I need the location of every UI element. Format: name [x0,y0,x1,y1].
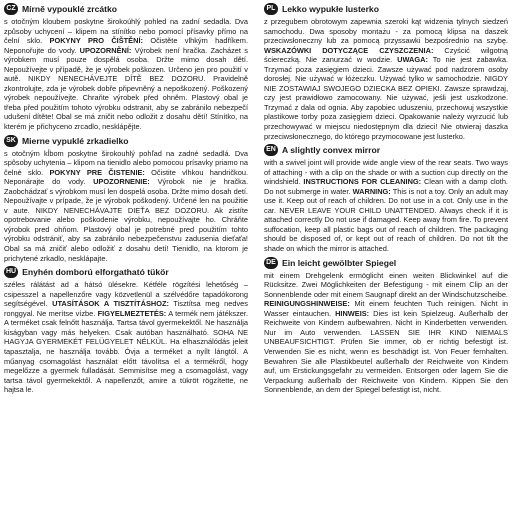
section-de [264,256,508,395]
section-heading [4,265,248,279]
warning-label: WARNING: [352,186,391,196]
cleaning-label: REINIGUNGSHINWEISE: [264,299,350,309]
warning-text: Dies ist kein Spielzeug. Außerhalb der Reichweite von Kindern aufbewahren. Nicht in Kinderbetten verwenden. Nur im Auto verwenden. LASSEN SIE IHR KIND NIEMALS UNBEAUFSICHTIGT. Prüfen Sie immer, ob er richtig befestigt ist. Verwenden Sie es nicht, wenn es beschädigt ist. Von Feuer fernhalten. Bewahren Sie alle Plastikbeutel außerhalb der Reichweite von Kindern auf, um Erstickungsgefahr zu vermeiden. Entsorgen oder lagern Sie die Verpackung außerhalb der Reichweite von Kindern. Kippen Sie den Sonnenblende, an dem der Spiegel befestigt ist, nicht. [264,308,508,395]
intro-text: mit einem Drehgelenk ermöglicht einen weiten Blickwinkel auf die Rücksitze. Zwei Möglichkeiten der Befestigung - mit einem Clip an der Sonnenblende oder mit einem Saugnapf direkt an der Windschutzscheibe. [264,270,508,299]
intro-text: s otočným kĺbom poskytne širokouhlý pohľad na zadné sedadlá. Dva spôsoby uchytenia – klipom na tienidlo alebo pomocou prísavky priamo na čelné sklo. [4,148,248,177]
cleaning-text: Mit einem feuchten Tuch reinigen. Nicht in Wasser eintauchen. [264,299,508,318]
section-heading [4,2,248,16]
section-heading [264,2,508,16]
warning-text: To nie jest zabawka. Trzymać poza zasięgiem dzieci. Zawsze używać pod nadzorem osoby dorosłej. Nie używać w łóżeczku. Używać tylko w samochodzie. NIGDY NIE ZOSTAWIAJ SWOJEGO DZIECKA BEZ OPIEKI. Zawsze sprawdzaj, czy jest prawidłowo zamocowany. Nie używać, jeśli jest uszkodzone. Trzymać z dala od ognia. Aby zapobiec uduszeniu, przechowuj wszystkie plastikowe torby poza zasięgiem dzieci. Opakowanie należy wyrzucić lub przechowywać w miejscu niedostępnym dla dzieci! Nie otwieraj daszka przeciwsłonecznego, do którego przymocowane jest lusterko. [264,55,508,141]
section-title-hu: Enyhén domború elforgatható tükör [22,267,169,278]
section-heading [4,134,248,148]
section-hu [4,265,248,395]
cleaning-text: Tisztítsa meg nedves ronggyal. Ne merítse vízbe. [4,299,248,318]
warning-label: UPOZORNENIE: [93,177,150,187]
section-body-pl [264,17,508,141]
section-body-cz [4,17,248,132]
warning-label: UPOZORNĚNÍ: [79,45,132,55]
warning-text: Výrobok nie je hračka. Zaobchádzať s výrobkom musí len dospelá osoba. Držte mimo dosah detí. Nepoužívajte v prípade, že je výrobok poškodený. Určené len na použitie v aute. NIKDY NENECHÁVAJTE DIEŤA BEZ DOZORU. Ak zistíte opotrebovanie alebo poškodenie výrobku, nepoužívajte ho. Chráňte výrobok pred ohňom. Plastový obal je potrebné pred použitím tohto výrobku odstrániť, aby sa zabránilo nebezpečenstvu zadusenia dieťaťa! Obal sa má zničiť alebo odložiť z dosahu detí! Tienidlo, na ktorom je prichytené zrkadlo, nesklápajte. [4,177,248,263]
section-cz [4,2,248,132]
section-body-sk [4,149,248,264]
warning-text: This is not a toy. Only an adult may use it. Keep out of reach of children. Do not use in a cot. Only use in the car. NEVER LEAVE YOUR CHILD UNATTENDED. Always check if it is attached correctly Do not use if damaged. Keep away from fire. To prevent suffocation, keep all plastic bags out of reach of children. The packaging should be disposed of, or kept out of reach of children. Do not tilt the shade on which the mirror is attached. [264,186,508,254]
cleaning-label: POKYNY PRO ČIŠTĚNÍ: [49,36,143,46]
section-title-pl: Lekko wypukłe lusterko [282,4,379,14]
cleaning-text: Clean with a damp cloth. Do not submerge in water. [264,177,508,196]
language-badge-pl: PL [264,3,278,15]
language-badge-sk: SK [4,135,18,147]
cleaning-label: WSKAZÓWKI DOTYCZĄCE CZYSZCZENIA: [264,45,434,55]
cleaning-text: Očistite vlhkou handričkou. Neponárajte do vody. [4,167,248,187]
section-body-en [264,158,508,253]
section-pl [264,2,508,141]
section-title-en: A slightly convex mirror [282,145,381,156]
section-en [264,143,508,253]
intro-text: z przegubem obrotowym zapewnia szeroki kąt widzenia tylnych siedzeń samochodu. Dwa sposoby montażu - za pomocą klipsa na daszek przeciwsłoneczny lub za pomocą przyssawki bezpośrednio na szybę. [264,17,508,46]
section-heading [264,143,508,157]
intro-text: s otočným kloubem poskytne širokoúhlý pohled na zadní sedadla. Dva způsoby uchycení – klipem na stínítko nebo pomocí přísavky přímo na čelní sklo. [4,17,248,46]
section-body-hu [4,280,248,395]
warning-text: A termék nem játékszer. A terméket csak felnőtt használja. Tartsa távol gyermekektől. Ne használja kiságyban vagy más helyeken. Csak autóban használható. SOHA NE HAGYJA GYERMEKÉT FELÜGYELET NÉLKÜL. Ha elhasználódás jeleit tapasztalja, ne használja tovább. Óvja a terméket a nyílt lángtól. A műanyag csomagolást használat előtt távolítsa el a termékről, hogy megelőzze a gyermek fulladását. Semmisítse meg a csomagolást, vagy tartsa távol gyermekektől. A napellenzőt, amire a tükröt rögzítette, ne hajtsa le. [4,308,248,395]
section-title-de: Ein leicht gewölbter Spiegel [282,257,397,268]
warning-label: UWAGA: [397,55,428,65]
language-badge-hu: HU [4,266,18,278]
intro-text: with a swivel joint will provide wide angle view of the rear seats. Two ways of attaching - with a clip on the shade or with a suction cup directly on the windshield. [264,158,508,187]
warning-label: FIGYELMEZTETÉS: [97,308,167,318]
section-title-cz: Mírně vypouklé zrcátko [22,4,118,14]
section-body-de [264,271,508,395]
cleaning-text: Czyścić wilgotną ściereczką. Nie zanurzać w wodzie. [264,45,508,65]
section-heading [264,256,508,270]
language-badge-de: DE [264,257,278,269]
warning-text: Výrobek není hračka. Zacházet s výrobkem musí pouze dospělá osoba. Držte mimo dosah dětí. Nepoužívejte v případě, že je výrobek poškozen. Určeno jen pro použití v autě. NIKDY NENECHÁVEJTE DÍTĚ BEZ DOZORU. Pravidelně zkontrolujte, zda je výrobek dobře připevněný a nepoškozený. Poškozený výrobek nepoužívejte. Chraňte výrobek před ohněm. Plastový obal je třeba před použitím tohoto výrobku odstranit, aby se zabránilo nebezpečí udušení dítěte! Obal se má zničit nebo odložit z dosahu dětí! Stínítko, na kterém je přichyceno zrcadlo, nesklápějte. [4,45,248,132]
section-sk [4,134,248,264]
language-badge-en: EN [264,144,278,156]
section-title-sk: Mierne vypuklé zrkadielko [22,135,129,146]
language-badge-cz: CZ [4,3,18,15]
cleaning-text: Očistěte vlhkým hadříkem. Neponořujte do vody. [4,36,249,55]
cleaning-label: POKYNY PRE ČISTENIE: [49,167,145,177]
intro-text: széles rálátást ad a hátsó ülésekre. Kétféle rögzítési lehetőség – csipesszel a napellenzőre vagy közvetlenül a szélvédőre tapadókorong segítségével. [4,280,248,309]
right-column [264,2,508,397]
cleaning-label: UTASÍTÁSOK A TISZTÍTÁSHOZ: [52,299,169,309]
left-column [4,2,248,397]
cleaning-label: INSTRUCTIONS FOR CLEANING: [303,177,422,187]
warning-label: HINWEIS: [335,308,370,318]
